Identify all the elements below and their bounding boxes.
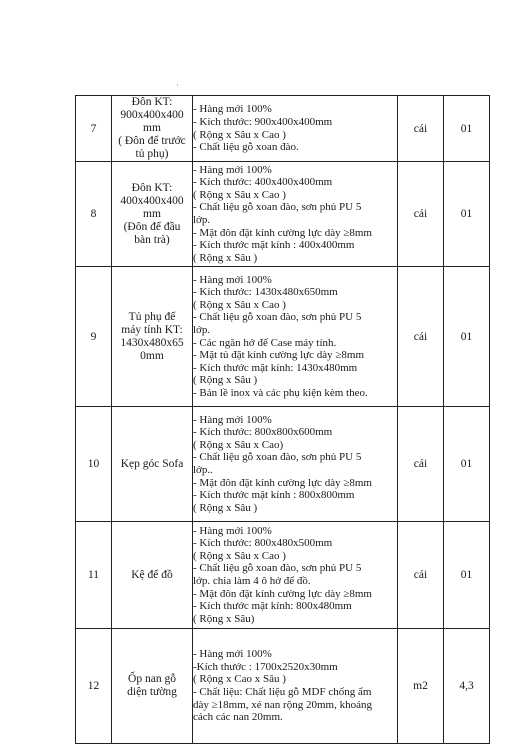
item-description: [193, 267, 398, 407]
quantity-text: 01: [460, 122, 473, 135]
item-unit: [398, 96, 444, 162]
item-name-line: bàn trà): [134, 233, 170, 246]
description-line: ( Rộng x Cao x Sâu ): [193, 673, 286, 686]
description-line: lớp..: [193, 464, 213, 476]
item-name: [112, 162, 193, 267]
description-line: lớp.: [193, 214, 211, 226]
description-line: - Chất liệu: Chất liệu gỗ MDF chống ẩm: [193, 686, 372, 698]
description-line: - Bản lề inox và các phụ kiện kèm theo.: [193, 386, 368, 399]
item-quantity: [444, 267, 490, 407]
description-line: - Hàng mới 100%: [193, 103, 272, 116]
row-number-text: 11: [87, 569, 100, 581]
row-number-text: 9: [90, 330, 97, 343]
item-description: [193, 407, 398, 522]
row-number: [76, 96, 112, 162]
quantity-text: 01: [460, 208, 473, 220]
description-line: ( Rộng x Sâu x Cao ): [193, 128, 286, 141]
description-line: - Chất liệu gỗ xoan đào, sơn phủ PU 5: [193, 562, 362, 575]
quantity-text: 01: [460, 458, 473, 470]
item-quantity: [444, 162, 490, 267]
item-name-line: Kệ để đồ: [131, 568, 173, 581]
description-line: - Hàng mới 100%: [193, 273, 272, 286]
unit-text: cái: [413, 208, 428, 220]
row-number-text: 12: [87, 680, 100, 692]
table-body: [76, 96, 490, 744]
item-name-line: máy tính KT:: [121, 323, 183, 336]
item-name: [112, 407, 193, 522]
description-line: - Mặt đôn đặt kính cường lực dày ≥8mm: [193, 226, 372, 239]
description-line: ( Rộng x Sâu x Cao): [193, 438, 284, 451]
item-description: [193, 522, 398, 629]
item-name: [112, 629, 193, 744]
item-name-line: mm: [143, 207, 161, 220]
row-number-text: 7: [90, 122, 97, 135]
description-line: - Kích thước: 900x400x400mm: [193, 115, 333, 128]
item-quantity: [444, 407, 490, 522]
row-number: [76, 629, 112, 744]
table-row: [76, 629, 490, 744]
unit-text: cái: [413, 458, 428, 470]
description-line: - Mặt đôn đặt kính cường lực dày ≥8mm: [193, 476, 372, 489]
item-name-line: Đôn KT:: [131, 181, 173, 194]
item-name-line: Tủ phụ để: [128, 310, 176, 323]
description-line: ( Rộng x Sâu x Cao ): [193, 188, 286, 201]
description-line: - Chất liệu gỗ xoan đào, sơn phủ PU 5: [193, 311, 362, 324]
description-line: - Hàng mới 100%: [193, 648, 272, 661]
unit-text: m2: [413, 680, 428, 692]
description-line: - Kích thước mặt kính: 800x480mm: [193, 600, 352, 613]
description-line: - Hàng mới 100%: [193, 163, 272, 176]
description-line: - Kích thước mặt kính : 800x800mm: [193, 489, 355, 502]
item-name-line: Kẹp góc Sofa: [120, 457, 184, 470]
item-name-line: ( Đôn để trước: [118, 135, 186, 147]
item-unit: [398, 267, 444, 407]
row-number-text: 10: [87, 458, 100, 470]
item-unit: [398, 407, 444, 522]
item-quantity: [444, 629, 490, 744]
item-name-line: 1430x480x65: [120, 336, 184, 349]
unit-text: cái: [413, 330, 428, 343]
description-line: -Kích thước : 1700x2520x30mm: [193, 660, 338, 673]
description-line: - Các ngăn hở để Case máy tính.: [193, 336, 337, 349]
description-line: - Kích thước: 400x400x400mm: [193, 176, 333, 189]
unit-text: cái: [413, 122, 428, 135]
item-name-line: Ốp nan gỗ: [128, 673, 176, 685]
table-row: [76, 407, 490, 522]
description-line: - Chất liệu gỗ xoan đào.: [193, 141, 299, 154]
item-unit: [398, 629, 444, 744]
row-number: [76, 162, 112, 267]
description-line: dày ≥18mm, xẻ nan rộng 20mm, khoảng: [193, 698, 372, 711]
item-name: [112, 267, 193, 407]
scan-mark: ·: [176, 80, 179, 90]
item-unit: [398, 522, 444, 629]
item-name: [112, 522, 193, 629]
description-line: - Kích thước mặt kính: 1430x480mm: [193, 361, 358, 374]
table-row: [76, 267, 490, 407]
description-line: ( Rộng x Sâu): [193, 612, 255, 625]
description-line: - Mặt đôn đặt kính cường lực dày ≥8mm: [193, 587, 372, 600]
quantity-text: 01: [460, 330, 473, 343]
quantity-text: 4,3: [459, 680, 474, 692]
item-description: [193, 629, 398, 744]
description-line: - Kích thước: 1430x480x650mm: [193, 286, 338, 299]
description-line: - Kích thước: 800x480x500mm: [193, 537, 333, 550]
description-line: - Mặt tủ đặt kính cường lực dày ≥8mm: [193, 349, 365, 362]
description-line: ( Rộng x Sâu x Cao ): [193, 549, 286, 562]
specification-table: [75, 95, 490, 744]
description-line: cách các nan 20mm.: [193, 711, 283, 724]
unit-text: cái: [413, 569, 428, 581]
item-name-line: mm: [143, 122, 161, 134]
description-line: ( Rộng x Sâu ): [193, 501, 258, 514]
quantity-text: 01: [460, 569, 473, 581]
item-name-line: 400x400x400: [120, 194, 184, 207]
row-number: [76, 267, 112, 407]
item-name-line: 900x400x400: [120, 109, 184, 121]
table-row: [76, 96, 490, 162]
item-quantity: [444, 522, 490, 629]
description-line: lớp. chia làm 4 ô hở để đồ.: [193, 575, 311, 587]
description-line: - Kích thước: 800x800x600mm: [193, 426, 333, 439]
item-name-line: tủ phụ): [135, 148, 169, 160]
item-quantity: [444, 96, 490, 162]
item-description: [193, 96, 398, 162]
description-line: - Kích thước mặt kính : 400x400mm: [193, 239, 355, 252]
description-line: ( Rộng x Sâu x Cao ): [193, 298, 286, 311]
row-number-text: 8: [90, 208, 97, 220]
item-name-line: Đôn KT:: [131, 96, 173, 108]
item-unit: [398, 162, 444, 267]
item-name-line: 0mm: [140, 349, 164, 362]
item-name: [112, 96, 193, 162]
item-name-line: (Đôn để đầu: [123, 220, 181, 233]
item-name-line: diện tường: [127, 686, 177, 698]
description-line: - Hàng mới 100%: [193, 524, 272, 537]
description-line: - Chất liệu gỗ xoan đào, sơn phủ PU 5: [193, 201, 362, 214]
item-description: [193, 162, 398, 267]
row-number: [76, 522, 112, 629]
row-number: [76, 407, 112, 522]
description-line: lớp.: [193, 323, 211, 336]
table-row: [76, 522, 490, 629]
description-line: - Chất liệu gỗ xoan đào, sơn phủ PU 5: [193, 451, 362, 464]
description-line: ( Rộng x Sâu ): [193, 374, 258, 387]
description-line: - Hàng mới 100%: [193, 413, 272, 426]
table-row: [76, 162, 490, 267]
description-line: ( Rộng x Sâu ): [193, 251, 258, 264]
